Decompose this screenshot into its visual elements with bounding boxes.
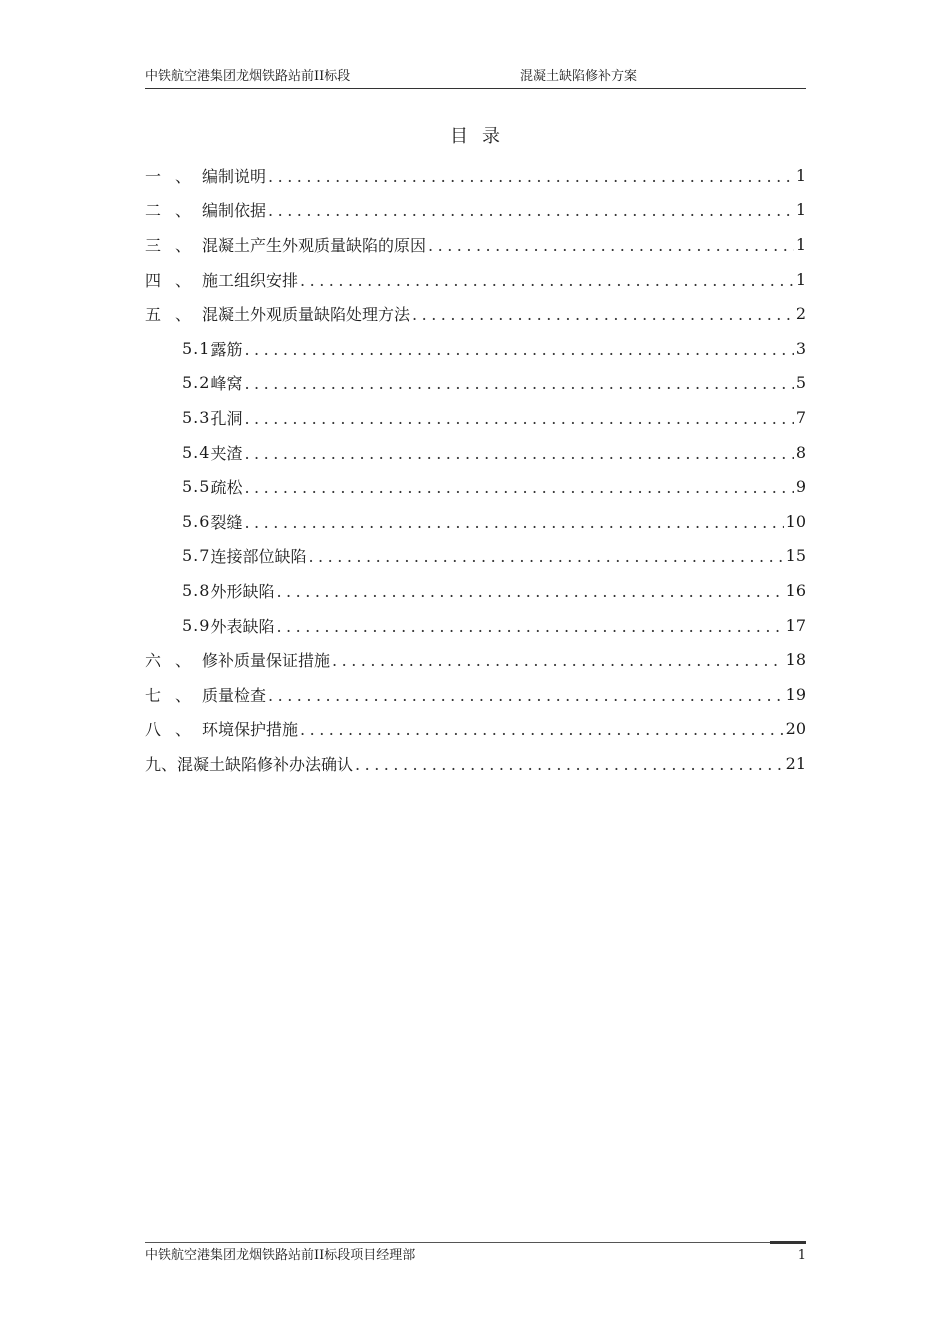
toc-entry-number: 5.4 [182,442,211,462]
toc-entry-number: 5.2 [182,373,211,393]
toc-entry-number: 二、 [145,201,206,221]
toc-entry[interactable] [145,193,806,228]
header-document-title: 混凝土缺陷修补方案 [520,69,638,84]
toc-entry-label: 裂缝 [210,512,243,532]
footer-organization: 中铁航空港集团龙烟铁路站前II标段项目经理部 [145,1248,416,1263]
toc-entry-page: 18 [785,650,806,670]
toc-entry-page: 1 [795,165,806,185]
toc-entry-page: 1 [795,234,806,254]
toc-leader-dots [268,201,794,220]
toc-entry[interactable] [145,227,806,262]
toc-entry-number: 5.1 [182,338,211,358]
toc-entry-page: 20 [785,719,806,739]
toc-entry-page: 16 [785,580,806,600]
toc-leader-dots [268,167,794,186]
toc-entry-label: 修补质量保证措施 [202,651,331,671]
toc-entry-label: 连接部位缺陷 [210,547,307,567]
toc-entry-label: 孔洞 [210,408,243,428]
toc-entry-page: 15 [785,546,806,566]
toc-subentry[interactable] [145,400,806,435]
toc-entry-page: 1 [795,200,806,220]
toc-entry-label: 露筋 [210,339,243,359]
toc-subentry[interactable] [145,504,806,539]
toc-title: 目录 [450,126,514,147]
toc-entry-number: 5.9 [182,615,211,635]
toc-entry-number: 七、 [145,685,206,705]
toc-entry[interactable] [145,262,806,297]
toc-entry-label: 混凝土缺陷修补办法确认 [177,754,354,774]
toc-entry-number: 六、 [145,651,206,671]
toc-entry-label: 施工组织安排 [202,270,299,290]
toc-entry-label: 环境保护措施 [202,720,299,740]
page-number: 1 [797,1248,806,1263]
toc-entry-number: 三、 [145,235,206,255]
toc-leader-dots [276,582,783,601]
toc-entry-page: 7 [795,407,806,427]
toc-entry-label: 混凝土产生外观质量缺陷的原因 [202,235,427,255]
toc-entry-label: 质量检查 [202,685,267,705]
page-header [145,66,806,89]
toc-entry-label: 疏松 [210,478,243,498]
toc-entry-number: 四、 [145,270,206,290]
toc-leader-dots [244,374,793,393]
toc-subentry[interactable] [145,331,806,366]
toc-entry-number: 5.5 [182,477,211,497]
toc-subentry[interactable] [145,608,806,643]
toc-subentry[interactable] [145,435,806,470]
toc-entry-page: 17 [785,615,806,635]
toc-leader-dots [300,720,784,739]
toc-entry-label: 混凝土外观质量缺陷处理方法 [202,305,411,325]
toc-subentry[interactable] [145,469,806,504]
toc-leader-dots [308,547,783,566]
toc-entry-label: 夹渣 [210,443,243,463]
toc-entry-number: 5.3 [182,407,211,427]
toc-leader-dots [355,755,784,774]
toc-entry-page: 2 [795,304,806,324]
toc-entry-page: 3 [795,338,806,358]
footer-rule-mark [770,1241,806,1244]
toc-entry-page: 1 [795,269,806,289]
toc-entry-number: 五、 [145,305,206,325]
toc-entry-number: 一、 [145,166,206,186]
toc-entry-label: 编制说明 [202,166,267,186]
toc-entry-number: 九、 [145,754,178,774]
toc-entry-page: 9 [795,477,806,497]
toc-entry-page: 19 [785,684,806,704]
toc-leader-dots [244,409,793,428]
toc-leader-dots [332,651,784,670]
toc-entry-page: 8 [795,442,806,462]
toc-entry-label: 外形缺陷 [210,581,275,601]
toc-leader-dots [244,444,793,463]
toc-entry-label: 编制依据 [202,201,267,221]
toc-leader-dots [244,513,783,532]
toc-leader-dots [428,236,794,255]
toc-subentry[interactable] [145,539,806,574]
header-company: 中铁航空港集团龙烟铁路站前II标段 [145,69,351,84]
toc-leader-dots [412,305,794,324]
toc-entry-page: 10 [785,511,806,531]
toc-entry[interactable] [145,712,806,747]
toc-entry[interactable] [145,642,806,677]
toc-entry[interactable] [145,158,806,193]
toc-entry-label: 外表缺陷 [210,616,275,636]
toc-entry-number: 5.6 [182,511,211,531]
toc-leader-dots [244,340,793,359]
toc-leader-dots [300,271,794,290]
toc-entry-number: 5.8 [182,580,211,600]
toc-leader-dots [276,617,783,636]
toc-entry-number: 八、 [145,720,206,740]
toc-entry[interactable] [145,296,806,331]
toc-entry-number: 5.7 [182,546,211,566]
toc-entry[interactable] [145,677,806,712]
footer-divider [145,1242,806,1243]
toc-entry-page: 21 [785,753,806,773]
toc-leader-dots [244,478,793,497]
toc-entry[interactable] [145,746,806,781]
toc-leader-dots [268,686,784,705]
table-of-contents [145,158,806,781]
toc-subentry[interactable] [145,366,806,401]
toc-entry-page: 5 [795,373,806,393]
toc-subentry[interactable] [145,573,806,608]
toc-entry-label: 峰窝 [210,374,243,394]
